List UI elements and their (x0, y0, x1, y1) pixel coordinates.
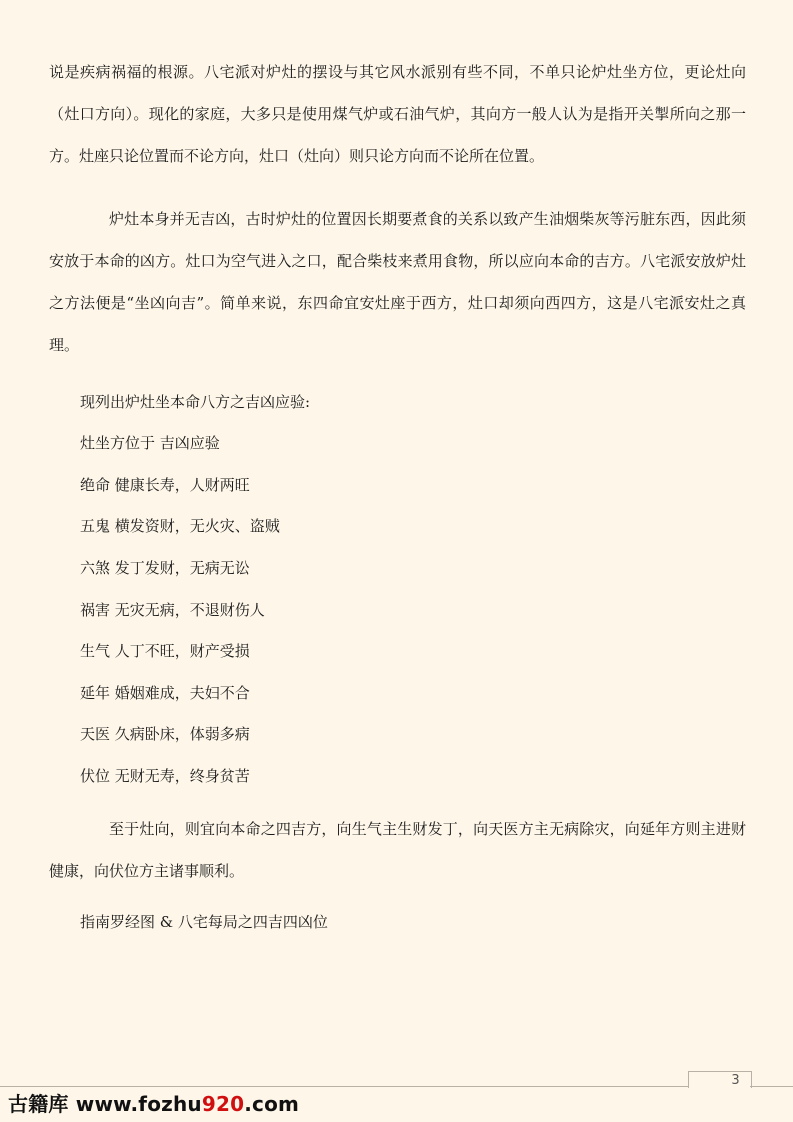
watermark-prefix: 古籍库 www.fozhu (8, 1092, 202, 1116)
list-intro: 现列出炉灶坐本命八方之吉凶应验: (80, 393, 311, 411)
list-item: 生气 人丁不旺，财产受损 (80, 642, 250, 660)
watermark-suffix: .com (244, 1092, 300, 1116)
footer-rule (0, 1086, 688, 1087)
list-item: 五鬼 横发资财，无火灾、盗贼 (80, 517, 280, 535)
page-number: 3 (731, 1073, 740, 1088)
paragraph-3: 至于灶向，则宜向本命之四吉方，向生气主生财发丁，向天医方主无病除灾，向延年方则主进财健康，向伏位方主诸事顺利。 (49, 820, 746, 880)
watermark-highlight: 920 (201, 1092, 245, 1116)
closing-line: 指南罗经图 & 八宅每局之四吉四凶位 (80, 913, 328, 931)
list-item: 祸害 无灾无病，不退财伤人 (80, 601, 265, 619)
list-item: 天医 久病卧床，体弱多病 (80, 725, 250, 743)
list-item: 延年 婚姻难成，夫妇不合 (80, 684, 250, 702)
list-item: 六煞 发丁发财，无病无讼 (80, 559, 250, 577)
paragraph-1: 说是疾病祸福的根源。八宅派对炉灶的摆设与其它风水派别有些不同，不单只论炉灶坐方位，更论灶向（灶口方向）。现化的家庭，大多只是使用煤气炉或石油气炉，其向方一般人认为是指开关掣所向之那一方。灶座只论位置而不论方向，灶口（灶向）则只论方向而不论所在位置。 (49, 63, 746, 165)
paragraph-2: 炉灶本身并无吉凶，古时炉灶的位置因长期要煮食的关系以致产生油烟柴灰等污脏东西，因此须安放于本命的凶方。灶口为空气进入之口，配合柴枝来煮用食物，所以应向本命的吉方。八宅派安放炉灶之方法便是“坐凶向吉”。简单来说，东四命宜安灶座于西方，灶口却须向西四方，这是八宅派安灶之真理。 (49, 210, 746, 354)
list-header: 灶坐方位于 吉凶应验 (80, 434, 220, 452)
watermark (8, 1088, 299, 1117)
list-item: 伏位 无财无寿，终身贫苦 (80, 767, 250, 785)
list-item: 绝命 健康长寿，人财两旺 (80, 476, 250, 494)
